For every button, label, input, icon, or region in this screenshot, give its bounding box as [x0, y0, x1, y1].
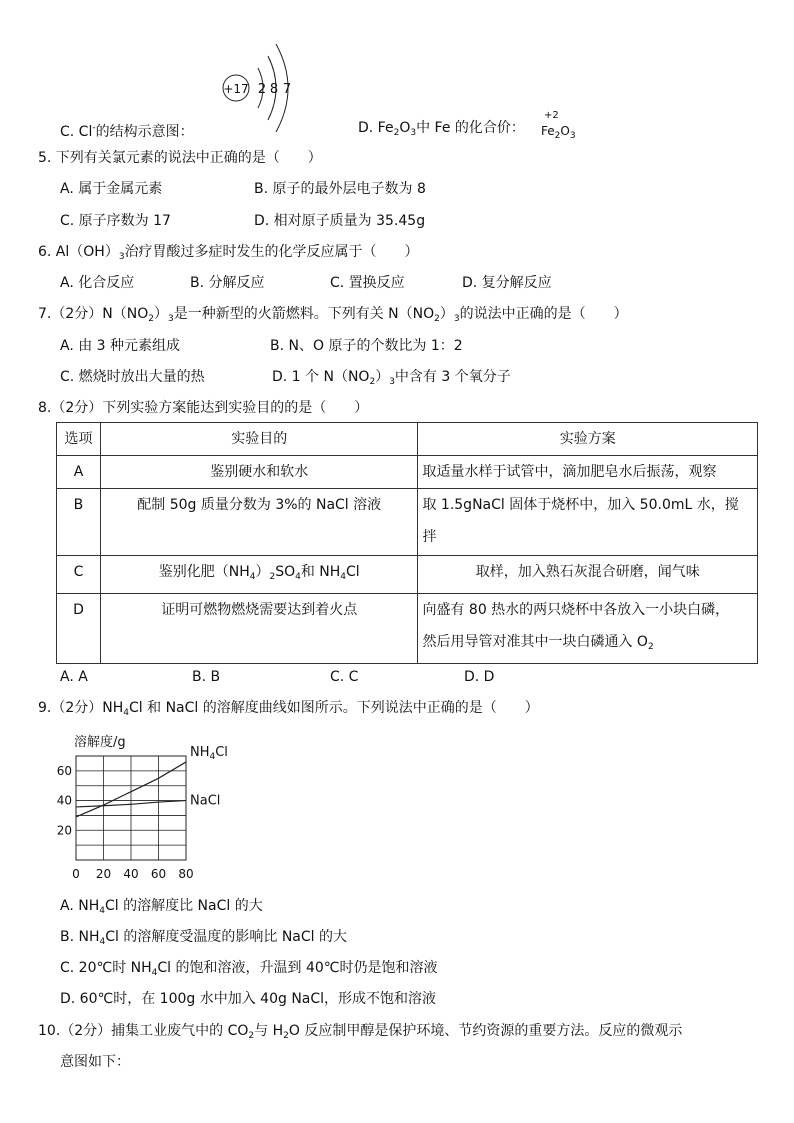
q6-option-b: B. 分解反应 — [190, 275, 265, 291]
x-tick-label: 40 — [123, 867, 139, 881]
x-tick-label: 0 — [72, 867, 80, 881]
q9-option-b: B. $NH_4Cl$ 的溶解度受温度的影响比 NaCl 的大 — [60, 929, 347, 947]
fe2o3-formula: $Fe_2O_3$ — [541, 124, 576, 141]
chart-ticks — [57, 764, 194, 881]
q10-stem-line1: 10.（2分）捕集工业废气中的 $CO_2$与 $H_2O$ 反应制甲醇是保护环境、节约资源的重要方法。反应的微观示 — [38, 1023, 683, 1041]
q7-option-c: C. 燃烧时放出大量的热 — [60, 369, 205, 385]
header-goal: 实验目的 — [100, 423, 418, 456]
chart-series-labels — [190, 745, 228, 809]
q5-option-c: C. 原子序数为 17 — [60, 213, 171, 229]
q9-option-a: A. $NH_4Cl$ 的溶解度比 NaCl 的大 — [60, 898, 263, 916]
y-tick-label: 60 — [56, 763, 72, 778]
nh4cl-series-label: $NH_4Cl$ — [190, 744, 228, 762]
q4-option-c: C. Cl-的结构示意图： — [60, 123, 194, 140]
solubility-chart — [56, 730, 256, 886]
q4-option-d: D. $Fe_2O_3$中 Fe 的化合价： — [358, 120, 525, 138]
q9-option-d: D. 60℃时，在 100g 水中加入 40g NaCl，形成不饱和溶液 — [60, 991, 437, 1007]
q6-option-d: D. 复分解反应 — [462, 275, 552, 291]
q5-stem: 5. 下列有关氯元素的说法中正确的是（ ） — [38, 150, 322, 166]
q8-option-c: C. C — [330, 669, 359, 685]
q5-option-a: A. 属于金属元素 — [60, 181, 163, 197]
x-tick-label: 20 — [95, 867, 112, 881]
y-axis-label: 溶解度/g — [74, 735, 126, 750]
q7-stem: 7.（2分）$N(NO_2)_3$是一种新型的火箭燃料。下列有关 $N(NO_2)_3$的说法中正确的是（ ） — [38, 306, 628, 324]
valence-label: +2 — [544, 110, 559, 121]
table-header-row — [57, 423, 758, 456]
q9-option-c: C. 20℃时 $NH_4Cl$ 的饱和溶液，升温到 40℃时仍是饱和溶液 — [60, 960, 438, 978]
table-row: D 证明可燃物燃烧需要达到着火点 向盛有 80 热水的两只烧杯中各放入一小块白磷， 然后用导管对准其中一块白磷通入 $O_2$ — [57, 594, 758, 664]
q8-option-b: B. B — [192, 669, 221, 685]
y-tick-label: 20 — [56, 823, 72, 838]
table-row: B 配制 50g 质量分数为 3%的 NaCl 溶液 取 1.5gNaCl 固体于烧杯中，加入 50.0mL 水，搅 拌 — [57, 489, 758, 556]
q8-stem: 8.（2分）下列实验方案能达到实验目的的是（ ） — [38, 400, 369, 416]
x-tick-label: 60 — [150, 867, 167, 881]
q5-option-d: D. 相对原子质量为 35.45g — [254, 213, 426, 229]
q9-stem: 9.（2分）$NH_4Cl$ 和 NaCl 的溶解度曲线如图所示。下列说法中正确的是（ ） — [38, 700, 539, 718]
shell-1-electrons: 2 — [257, 82, 267, 97]
q6-option-c: C. 置换反应 — [330, 275, 405, 291]
q6-option-a: A. 化合反应 — [60, 275, 135, 291]
q8-option-a: A. A — [60, 669, 88, 685]
shell-3-electrons: 7 — [282, 82, 292, 97]
table-row: A 鉴别硬水和软水 取适量水样于试管中，滴加肥皂水后振荡，观察 — [57, 456, 758, 489]
shell-2-electrons: 8 — [269, 82, 279, 97]
header-option: 选项 — [57, 423, 101, 456]
nucleus-charge: +17 — [223, 82, 249, 96]
q7-option-a: A. 由 3 种元素组成 — [60, 338, 181, 354]
q7-option-d: D. 1 个 $N(NO_2)_3$中含有 3 个氧分子 — [272, 369, 511, 387]
experiment-table — [56, 422, 758, 664]
y-tick-label: 40 — [56, 793, 72, 808]
x-tick-label: 80 — [178, 867, 194, 881]
q7-option-b: B. N、O 原子的个数比为 1：2 — [270, 338, 463, 354]
q5-option-b: B. 原子的最外层电子数为 8 — [254, 181, 426, 197]
q8-option-d: D. D — [464, 669, 495, 685]
header-plan: 实验方案 — [418, 423, 758, 456]
atom-structure-diagram — [218, 38, 308, 138]
nacl-series-label: NaCl — [190, 793, 221, 809]
q6-stem: 6. $Al(OH)_3$治疗胃酸过多症时发生的化学反应属于（ ） — [38, 244, 419, 262]
table-row: C 鉴别化肥$(NH_4)_2SO_4$和 $NH_4Cl$ 取样，加入熟石灰混合研磨，闻气味 — [57, 556, 758, 594]
q10-stem-line2: 意图如下： — [60, 1054, 130, 1070]
